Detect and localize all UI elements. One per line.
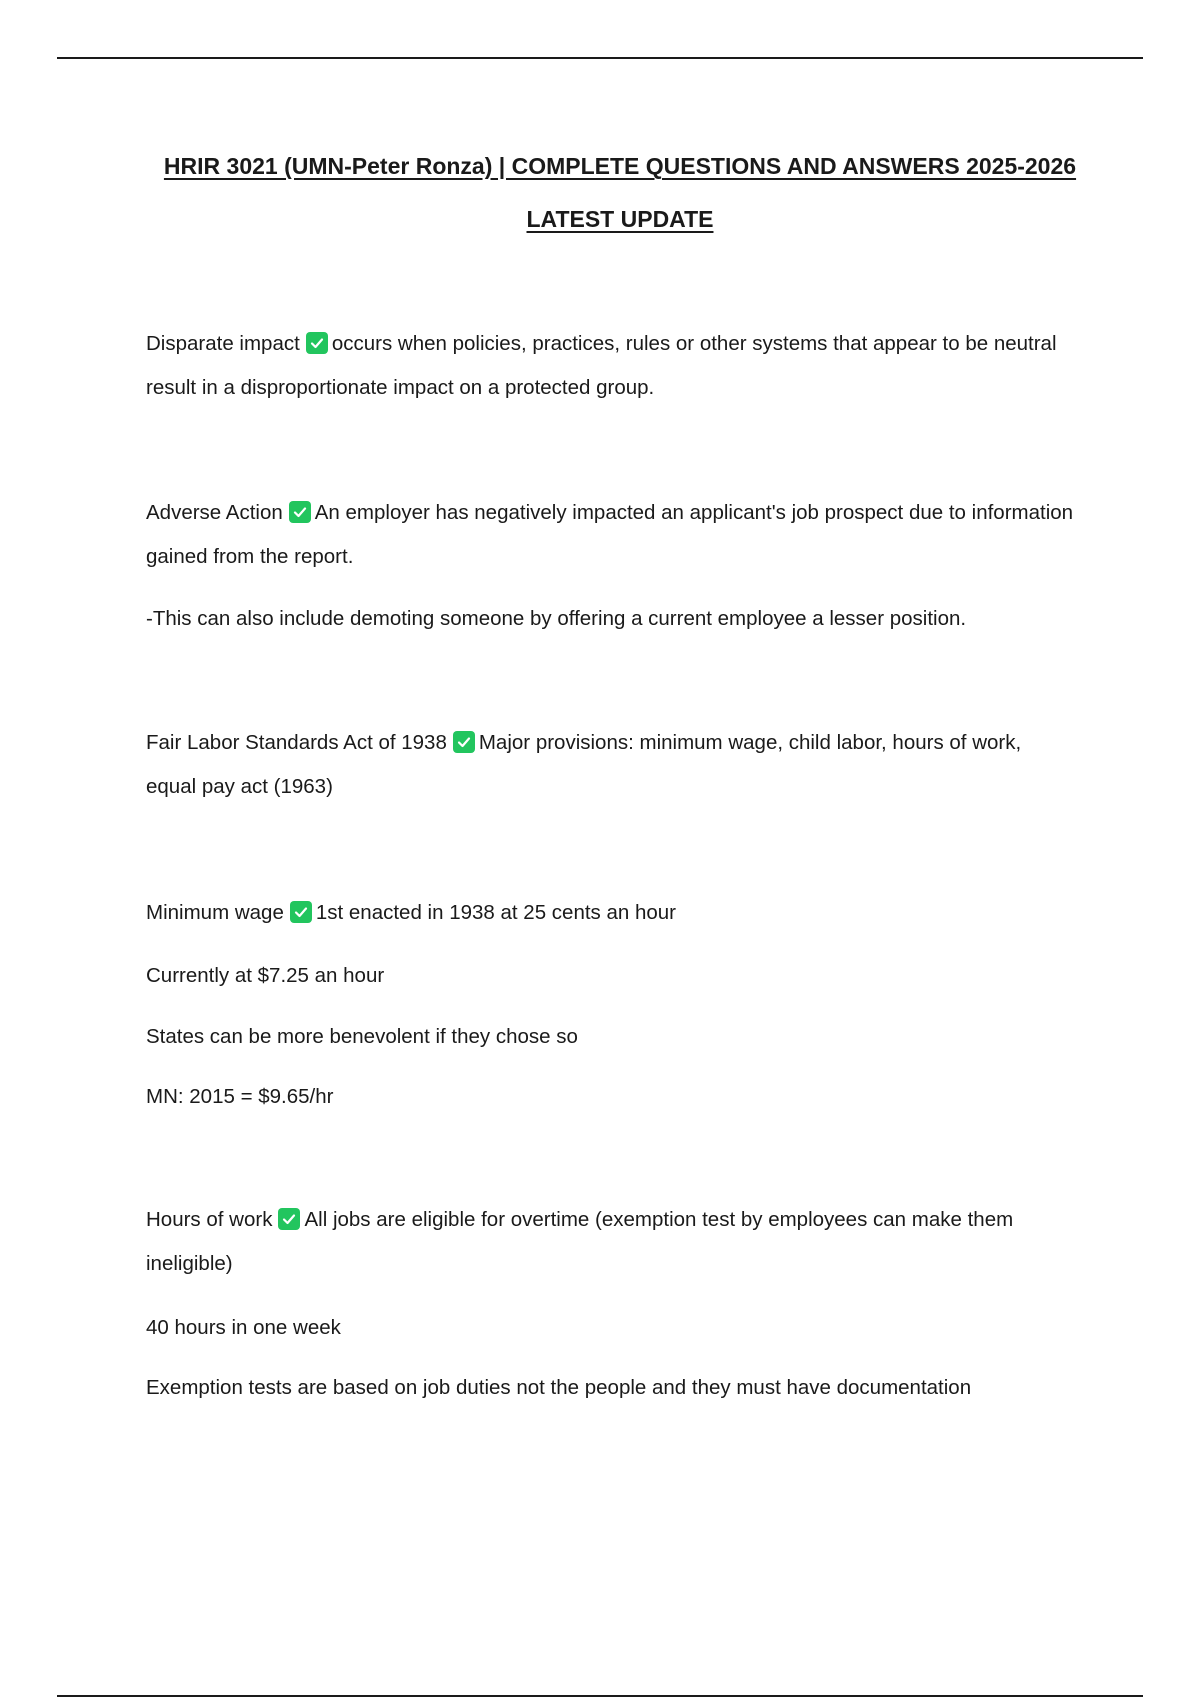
entry-note: States can be more benevolent if they chose so [146,1025,578,1048]
check-mark-icon [453,731,475,753]
entry-fair-labor-standards-act [146,721,1076,809]
entry-note: Exemption tests are based on job duties not the people and they must have documentation [146,1376,972,1399]
entry-minimum-wage [146,891,1076,935]
entry-term: Adverse Action [146,501,283,524]
entry-definition: An employer has negatively impacted an applicant's job prospect due to information gained from the report. [146,501,1074,568]
entry-note: 40 hours in one week [146,1316,341,1339]
check-mark-icon [278,1208,300,1230]
entry-adverse-action [146,491,1076,579]
entry-term: Disparate impact [146,332,300,355]
check-mark-icon [290,901,312,923]
entry-definition: 1st enacted in 1938 at 25 cents an hour [315,901,677,924]
entry-definition: occurs when policies, practices, rules or other systems that appear to be neutral result in a disproportionate impact on a protected group. [146,332,1057,399]
check-mark-icon [289,501,311,523]
entry-term: Minimum wage [146,901,284,924]
entry-definition: All jobs are eligible for overtime (exemption test by employees can make them ineligible) [146,1208,1014,1275]
top-rule [57,57,1143,59]
entry-hours-of-work [146,1198,1076,1286]
entry-note: Currently at $7.25 an hour [146,964,385,987]
entry-note: -This can also include demoting someone by offering a current employee a lesser position. [146,607,967,630]
entry-definition: Major provisions: minimum wage, child labor, hours of work, equal pay act (1963) [146,731,1022,798]
document-title: HRIR 3021 (UMN-Peter Ronza) | COMPLETE QUESTIONS AND ANSWERS 2025-2026 LATEST UPDATE [163,153,1077,232]
bottom-rule [57,1695,1143,1697]
entry-term: Hours of work [146,1208,273,1231]
entry-disparate-impact [146,322,1076,410]
entry-term: Fair Labor Standards Act of 1938 [146,731,447,754]
check-mark-icon [306,332,328,354]
entry-note: MN: 2015 = $9.65/hr [146,1085,334,1108]
